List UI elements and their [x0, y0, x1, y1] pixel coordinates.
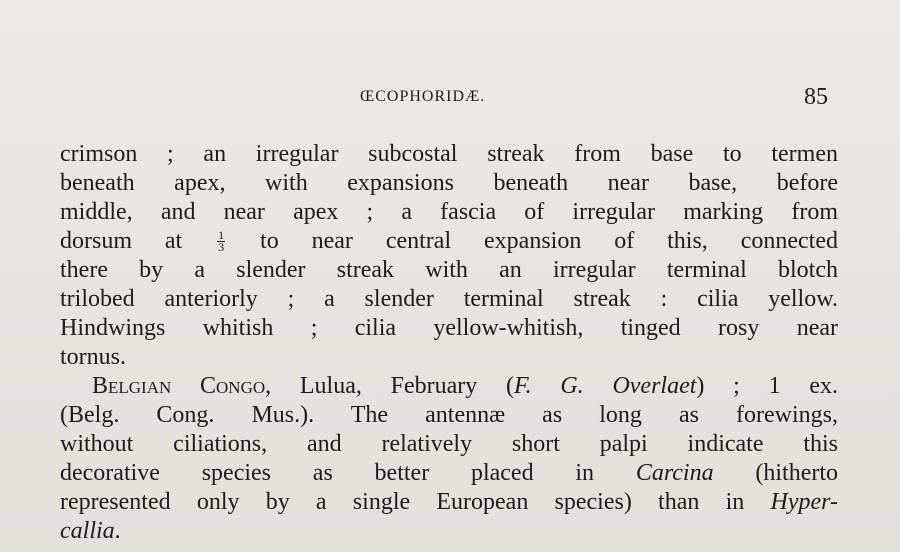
genus-name: callia: [60, 518, 115, 544]
text-line: [60, 372, 838, 401]
body-text: [60, 140, 838, 546]
text-line: (Belg. Cong. Mus.). The antennæ as long as forewings,: [60, 402, 838, 428]
text-line: [60, 517, 838, 546]
text-line: [60, 459, 838, 488]
text-fragment: to near central expansion of this, connected: [260, 228, 838, 254]
page-number: 85: [804, 84, 828, 110]
genus-name: Hyper-: [770, 489, 839, 515]
text-fragment: dorsum at: [60, 228, 183, 254]
text-line: [60, 488, 838, 517]
text-line: trilobed anteriorly ; a slender terminal streak : cilia yellow.: [60, 286, 838, 312]
text-fragment: .: [114, 518, 121, 544]
genus-name: Carcina: [635, 460, 714, 486]
fraction-numerator: 1: [218, 228, 225, 242]
text-fragment: ) ; 1 ex.: [696, 373, 839, 399]
running-title: ŒCOPHORIDÆ.: [360, 88, 486, 105]
text-line: without ciliations, and relatively short palpi indicate this: [60, 431, 838, 457]
collector-name: F. G. Overlaet: [514, 373, 697, 399]
running-head: [0, 84, 900, 114]
text-line: Hindwings whitish ; cilia yellow-whitish, tinged rosy near: [60, 315, 838, 341]
text-line: [60, 227, 838, 256]
text-line: crimson ; an irregular subcostal streak from base to termen: [60, 141, 838, 167]
text-fragment: represented only by a single European species) than in: [60, 489, 745, 515]
fraction-one-third: [217, 230, 225, 253]
locality-smallcaps: Belgian Congo: [92, 373, 266, 399]
text-line: middle, and near apex ; a fascia of irregular marking from: [60, 199, 838, 225]
text-line: beneath apex, with expansions beneath near base, before: [60, 170, 838, 196]
text-fragment: , Lulua, February (: [265, 373, 515, 399]
text-line: tornus.: [60, 344, 126, 370]
text-fragment: decorative species as better placed in: [60, 460, 595, 486]
fraction-denominator: 3: [218, 240, 225, 254]
text-line: there by a slender streak with an irregular terminal blotch: [60, 257, 838, 283]
text-fragment: (hitherto: [755, 460, 839, 486]
